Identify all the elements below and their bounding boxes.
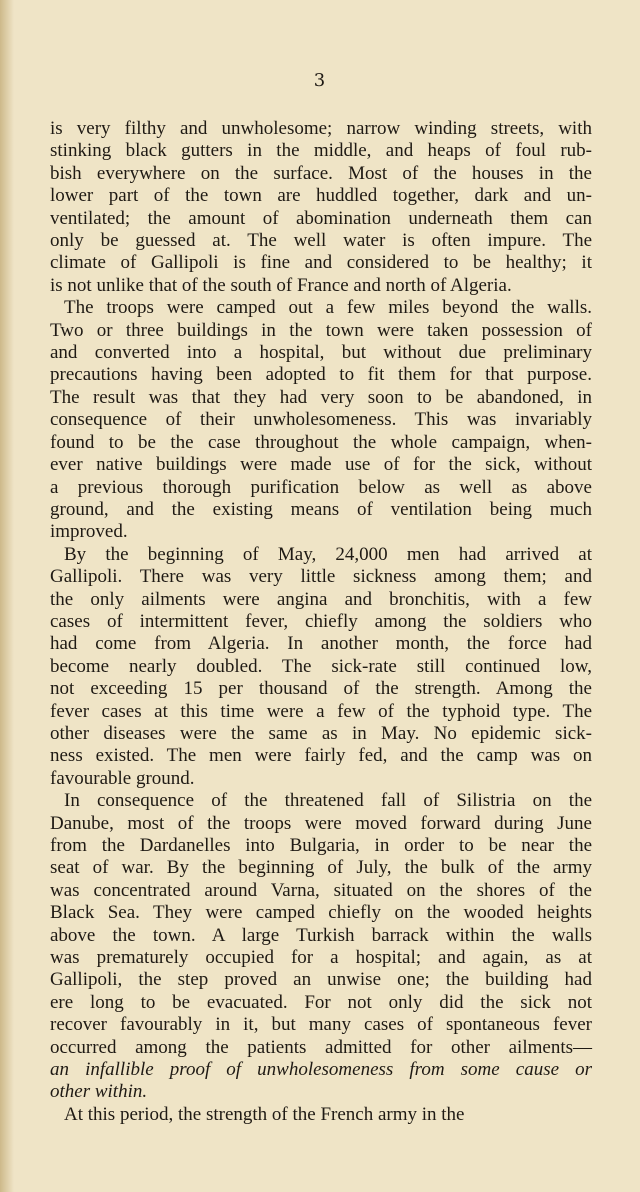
body-text	[50, 118, 592, 1126]
italic-text-line: an infallible proof of unwholesomeness from some cause or	[50, 1059, 592, 1081]
text-line: occurred among the patients admitted for other ailments—	[50, 1036, 592, 1058]
text-line: Black Sea. They were camped chiefly on the wooded heights	[50, 902, 592, 924]
text-line: recover favourably in it, but many cases of spontaneous fever	[50, 1014, 592, 1036]
text-line: and converted into a hospital, but without due preliminary	[50, 342, 592, 364]
text-line: cases of intermittent fever, chiefly among the soldiers who	[50, 610, 592, 632]
text-line: had come from Algeria. In another month, the force had	[50, 633, 592, 655]
text-line: Gallipoli. There was very little sickness among them; and	[50, 566, 592, 588]
text-line: By the beginning of May, 24,000 men had arrived at	[64, 543, 592, 565]
text-line: The result was that they had very soon to be abandoned, in	[50, 386, 592, 408]
text-line: ground, and the existing means of ventilation being much	[50, 498, 592, 520]
text-line: is very filthy and unwholesome; narrow winding streets, with	[50, 118, 592, 139]
text-line: At this period, the strength of the French army in the	[64, 1103, 465, 1125]
paragraph-1	[50, 118, 592, 297]
text-line: ventilated; the amount of abomination underneath them can	[50, 207, 592, 229]
text-line: lower part of the town are huddled together, dark and un-	[50, 185, 592, 207]
text-line: other diseases were the same as in May. No epidemic sick-	[50, 722, 592, 744]
text-line: seat of war. By the beginning of July, the bulk of the army	[50, 857, 592, 879]
text-line: was prematurely occupied for a hospital; and again, as at	[50, 947, 592, 969]
text-line: stinking black gutters in the middle, and heaps of foul rub-	[50, 140, 592, 162]
page-edge	[0, 0, 14, 1192]
text-line: In consequence of the threatened fall of Silistria on the	[64, 790, 592, 812]
text-line: from the Dardanelles into Bulgaria, in order to be near the	[50, 835, 592, 856]
text-line: fever cases at this time were a few of the typhoid type. The	[50, 700, 592, 722]
text-line: a previous thorough purification below as well as above	[50, 476, 592, 498]
paragraph-2	[50, 297, 592, 543]
text-line: ere long to be evacuated. For not only did the sick not	[50, 991, 592, 1013]
text-line: become nearly doubled. The sick-rate still continued low,	[50, 655, 592, 677]
text-line: consequence of their unwholesomeness. This was invariably	[50, 409, 592, 431]
text-line: Two or three buildings in the town were taken possession of	[50, 319, 592, 341]
italic-text-line: other within.	[50, 1081, 148, 1103]
text-line: above the town. A large Turkish barrack within the walls	[50, 924, 592, 946]
text-line: the only ailments were angina and bronchitis, with a few	[50, 588, 592, 610]
text-line: The troops were camped out a few miles beyond the walls.	[64, 297, 592, 319]
paragraph-4	[50, 790, 592, 1104]
text-line: not exceeding 15 per thousand of the strength. Among the	[50, 678, 592, 700]
text-line: is not unlike that of the south of France and north of Algeria.	[50, 274, 512, 296]
text-line: favourable ground.	[50, 767, 195, 789]
text-line: Danube, most of the troops were moved forward during June	[50, 812, 592, 834]
paragraph-3	[50, 544, 592, 790]
text-line: found to be the case throughout the whole campaign, when-	[50, 431, 592, 453]
text-line: bish everywhere on the surface. Most of the houses in the	[50, 162, 592, 184]
text-line: climate of Gallipoli is fine and considered to be healthy; it	[50, 252, 592, 274]
text-line: ever native buildings were made use of for the sick, without	[50, 454, 592, 476]
text-line: precautions having been adopted to fit them for that purpose.	[50, 364, 592, 386]
text-line: only be guessed at. The well water is often impure. The	[50, 230, 592, 252]
text-line: Gallipoli, the step proved an unwise one; the building had	[50, 969, 592, 991]
text-line: ness existed. The men were fairly fed, and the camp was on	[50, 745, 592, 767]
page-number: 3	[313, 70, 327, 91]
text-line: was concentrated around Varna, situated on the shores of the	[50, 879, 592, 901]
paragraph-5	[50, 1104, 592, 1126]
text-line: improved.	[50, 521, 128, 543]
